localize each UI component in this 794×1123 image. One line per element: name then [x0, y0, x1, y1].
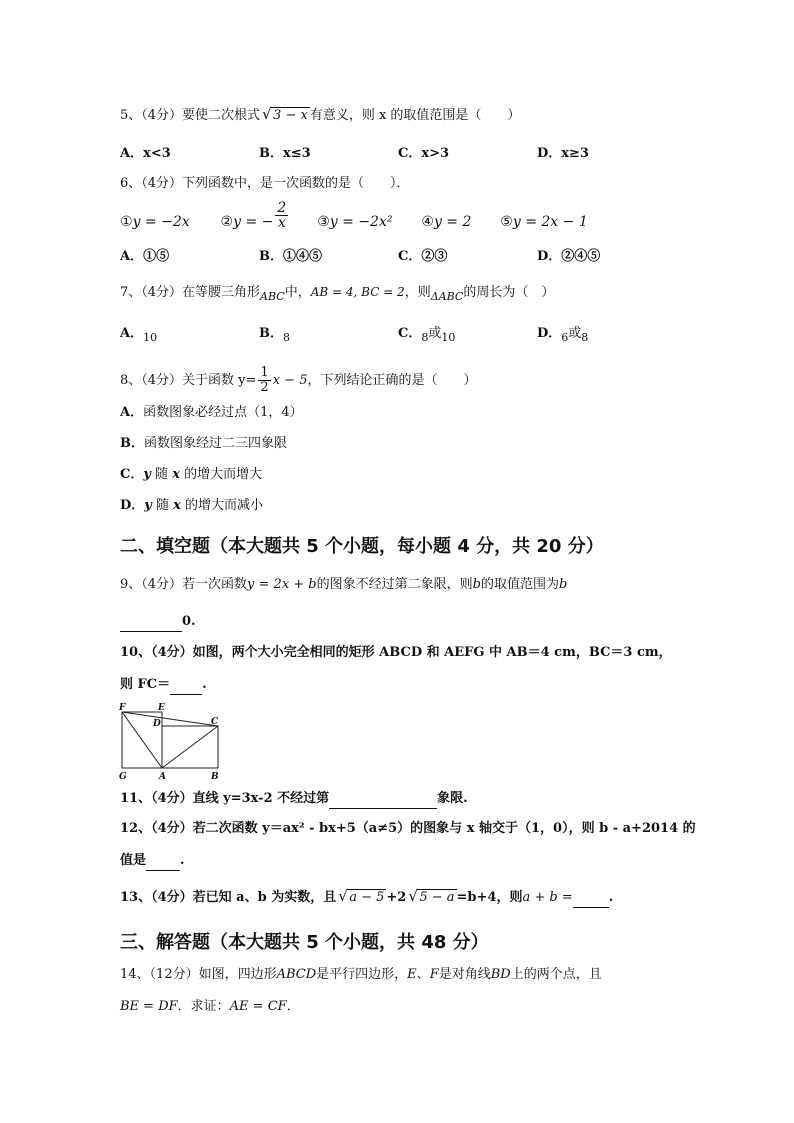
answer-blank[interactable]: [170, 680, 202, 695]
question-9: [120, 575, 567, 595]
option-text: 的增大而增大: [179, 467, 263, 482]
option-value: 6: [561, 331, 569, 344]
segment-fc: [122, 712, 218, 726]
label-d: D: [153, 719, 161, 729]
q6-functions: [120, 199, 588, 232]
label-a: A: [159, 772, 166, 782]
q7-p3: ，则: [404, 285, 431, 300]
f1-expr: y = −2x: [132, 214, 190, 230]
option-value-2: 8: [581, 331, 589, 344]
option-text: x≤3: [283, 146, 311, 161]
q10-l1: 10、（4分）如图，两个大小完全相同的矩形 ABCD 和 AEFG 中 AB＝4 cm，BC＝3 cm，: [120, 645, 672, 660]
q8-option-a: [120, 403, 303, 423]
q7-option-c: [398, 324, 455, 348]
question-7: [120, 282, 554, 307]
option-text: 函数图象经过二三四象限: [144, 436, 288, 451]
q14-m6: AE = CF: [229, 999, 287, 1014]
option-key: C．: [120, 467, 144, 482]
denominator: 2: [260, 380, 269, 395]
q14-m1: ABCD: [276, 967, 317, 982]
q13-p4: .: [608, 890, 614, 905]
option-key: D．: [537, 146, 562, 161]
label-f: F: [119, 703, 126, 713]
q14-p1: 14、（12分）如图，四边形: [120, 967, 277, 982]
q9-answer-line: [120, 612, 196, 632]
f4-mark: ④: [421, 214, 434, 230]
var-y: y: [144, 498, 152, 513]
question-14: [120, 965, 602, 985]
answer-blank[interactable]: [329, 794, 437, 809]
q5-radicand: 3 − x: [273, 108, 308, 123]
question-8: [120, 366, 476, 395]
option-value-2: 10: [441, 331, 456, 344]
option-key: D．: [537, 249, 562, 264]
q5-prefix: 5、（4分）要使二次根式: [120, 108, 261, 123]
option-key: B．: [259, 326, 283, 341]
question-5: [120, 106, 520, 126]
q11-p1: 11、（4分）直线 y=3x-2 不经过第: [120, 791, 330, 806]
numerator: 2: [277, 199, 287, 216]
q7-option-a: [120, 324, 157, 348]
q9-m1: y = 2x + b: [247, 577, 317, 592]
answer-blank[interactable]: [573, 893, 609, 908]
option-key: D．: [537, 326, 562, 341]
q7-m2: AB = 4, BC = 2: [310, 285, 405, 299]
q9-p3: 的取值范围为: [480, 577, 559, 592]
option-key: B．: [120, 436, 144, 451]
question-12: [120, 819, 696, 839]
option-text: ①④⑤: [283, 249, 323, 264]
option-text: ②③: [421, 249, 448, 264]
sqrt-expression: √ 3 − x: [262, 105, 308, 123]
q8-expr: x − 5: [272, 373, 308, 388]
option-key: C．: [398, 146, 422, 161]
sqrt-1: √ a − 5: [338, 887, 385, 905]
q8-option-c: [120, 465, 262, 485]
f5-expr: y = 2x − 1: [512, 214, 588, 230]
q14-p3: 、: [416, 967, 430, 982]
q14-m4: BD: [490, 967, 511, 982]
q6-option-a: [120, 247, 169, 267]
q14-p2: 是平行四边形，: [316, 967, 408, 982]
option-key: B．: [259, 249, 283, 264]
q7-m3: ΔABC: [430, 290, 464, 303]
option-text: 随: [150, 467, 173, 482]
var-y: y: [143, 467, 151, 482]
option-key: A．: [120, 405, 144, 420]
denominator: x: [277, 214, 286, 231]
q9-m2: b: [472, 577, 481, 592]
q14-p7: ．: [286, 999, 300, 1014]
q13-p2: +2: [386, 890, 407, 905]
radicand-2: 5 − a: [419, 890, 455, 905]
question-11: [120, 789, 468, 809]
option-text: ①⑤: [143, 249, 170, 264]
option-key: B．: [259, 146, 283, 161]
label-e: E: [158, 703, 165, 713]
option-value: 10: [143, 331, 158, 344]
f2-expr: y = −: [233, 214, 274, 230]
option-text: 随: [151, 498, 174, 513]
option-text: x>3: [421, 146, 450, 161]
label-b: B: [211, 772, 219, 782]
q12-l2b: .: [180, 853, 185, 868]
q6-prefix: 6、（4分）下列函数中，是一次函数的是（ ）．: [120, 176, 410, 191]
f1-mark: ①: [120, 214, 133, 230]
option-key: C．: [398, 326, 422, 341]
option-value: 8: [283, 331, 290, 344]
f5-mark: ⑤: [500, 214, 513, 230]
q8-p1: 8、（4分）关于函数 y=: [120, 373, 257, 388]
sqrt-2: √ 5 − a: [408, 887, 455, 905]
q10-line-2: [120, 675, 207, 695]
q12-l1: 12、（4分）若二次函数 y＝ax² - bx+5（a≠5）的图象与 x 轴交于（1，0），则 b - a+2014 的: [120, 821, 696, 836]
q6-option-c: [398, 247, 447, 267]
option-or: 或: [568, 326, 582, 341]
label-g: G: [119, 772, 127, 782]
option-text: ②④⑤: [561, 249, 601, 264]
q10-l2a: 则 FC＝: [120, 677, 171, 692]
rectangles-figure: [115, 700, 225, 782]
q7-m1: ABC: [260, 290, 285, 303]
q14-p4: 是对角线: [438, 967, 491, 982]
q13-m1: a + b =: [522, 890, 573, 905]
f2-fraction: [275, 201, 288, 230]
question-6: [120, 174, 410, 194]
q7-p4: 的周长为（ ）: [463, 285, 555, 300]
f2-mark: ②: [220, 214, 234, 230]
q8-option-d: [120, 496, 263, 516]
q13-p1: 13、（4分）若已知 a、b 为实数，且: [120, 890, 337, 905]
q14-p6: ．求证：: [177, 999, 230, 1014]
section-2-heading: 二、填空题（本大题共 5 个小题，每小题 4 分，共 20 分）: [120, 536, 604, 557]
option-text: 函数图象必经过点（1，4）: [143, 405, 303, 420]
q8-fraction: [258, 366, 270, 395]
option-value: 8: [421, 331, 429, 344]
label-c: C: [211, 717, 219, 727]
q8-option-b: [120, 434, 287, 454]
answer-blank[interactable]: [120, 617, 182, 632]
q11-p2: 象限.: [437, 791, 468, 806]
q9-m3: b: [559, 577, 568, 592]
q7-option-d: [537, 324, 588, 348]
option-key: C．: [398, 249, 422, 264]
q6-option-d: [537, 247, 600, 267]
numerator: 1: [260, 365, 269, 380]
q5-suffix: 有意义，则 x 的取值范围是（ ）: [309, 108, 521, 123]
q9-l2: 0.: [182, 614, 196, 629]
f3-expr: y = −2x²: [329, 214, 393, 230]
option-text: x<3: [143, 146, 171, 161]
q5-option-d: [537, 144, 589, 164]
option-key: D．: [120, 498, 145, 513]
f3-mark: ③: [317, 214, 330, 230]
option-key: A．: [120, 146, 144, 161]
q14-m2: E: [407, 967, 417, 982]
q14-m3: F: [429, 967, 439, 982]
q6-option-b: [259, 247, 322, 267]
q7-p1: 7、（4分）在等腰三角形: [120, 285, 261, 300]
option-text: x≥3: [561, 146, 589, 161]
diag-ac: [162, 726, 218, 768]
option-text: 的增大而减小: [180, 498, 264, 513]
option-key: A．: [120, 326, 144, 341]
q7-option-b: [259, 324, 290, 348]
q14-m5: BE = DF: [120, 999, 178, 1014]
var-x: x: [173, 498, 181, 513]
q9-p1: 9、（4分）若一次函数: [120, 577, 248, 592]
q14-p5: 上的两个点，且: [510, 967, 602, 982]
q5-option-b: [259, 144, 311, 164]
q8-p3: ，下列结论正确的是（ ）: [307, 373, 477, 388]
var-x: x: [172, 467, 180, 482]
q5-option-c: [398, 144, 449, 164]
option-or: 或: [428, 326, 442, 341]
q5-option-a: [120, 144, 171, 164]
q13-p3: =b+4，则: [456, 890, 523, 905]
f4-expr: y = 2: [433, 214, 472, 230]
question-13: [120, 888, 613, 908]
q10-l2b: .: [202, 677, 207, 692]
q9-p2: 的图象不经过第二象限，则: [316, 577, 473, 592]
option-key: A．: [120, 249, 144, 264]
radicand-1: a − 5: [349, 890, 385, 905]
q14-line-2: [120, 997, 300, 1017]
q12-l2a: 值是: [120, 853, 147, 868]
q7-p2: 中，: [284, 285, 311, 300]
section-3-heading: 三、解答题（本大题共 5 个小题，共 48 分）: [120, 932, 489, 953]
q12-line-2: [120, 851, 185, 871]
question-10: [120, 643, 672, 663]
answer-blank[interactable]: [146, 856, 180, 871]
